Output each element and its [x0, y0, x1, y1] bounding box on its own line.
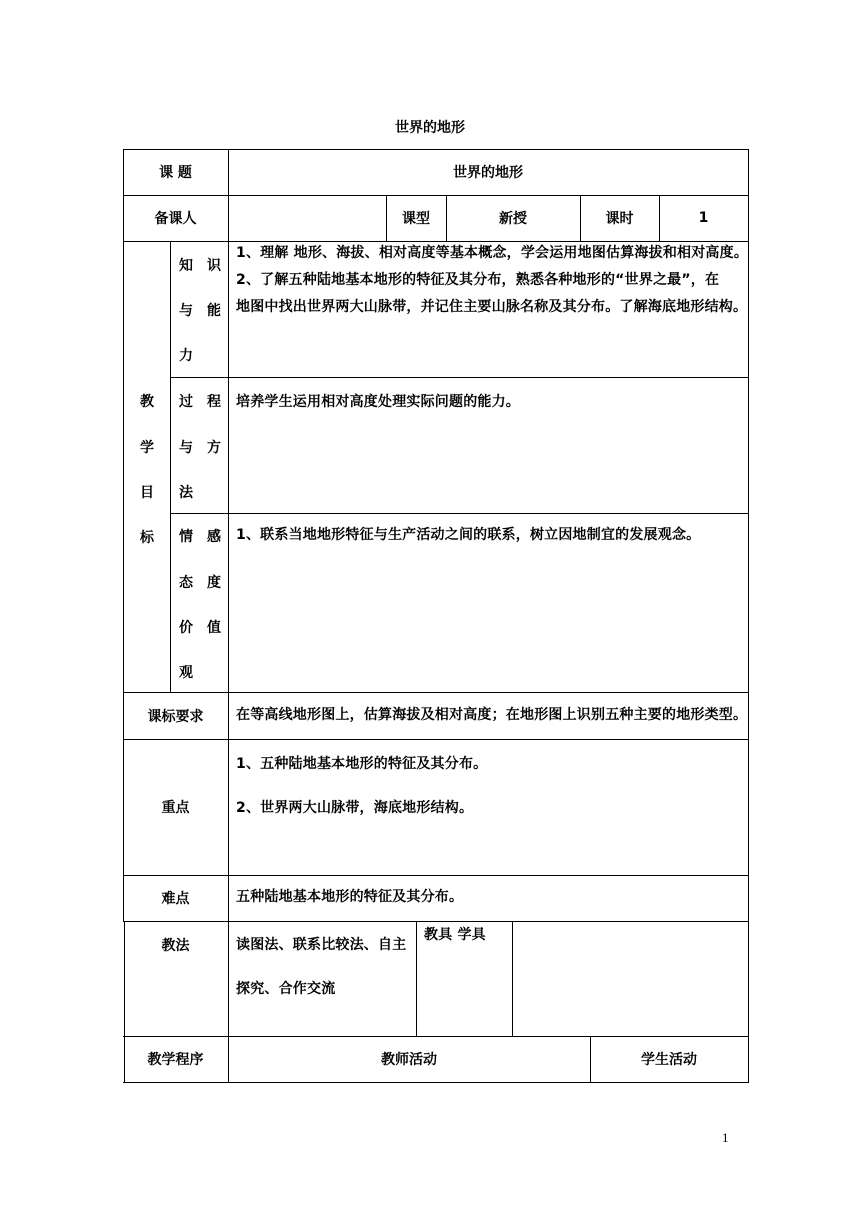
process-label-char: 与 [179, 440, 193, 456]
period-value: 1 [698, 210, 709, 226]
knowledge-line: 2、了解五种陆地基本地形的特征及其分布，熟悉各种地形的“世界之最”，在 [236, 272, 720, 288]
table-border-right [748, 149, 749, 1083]
objectives-label-char: 教 [140, 394, 154, 410]
process-label-char: 方 [207, 440, 221, 456]
process-label-char: 法 [179, 485, 193, 501]
table-rule-vertical [512, 921, 513, 1036]
knowledge-label-char: 与 [179, 303, 193, 319]
key-points-line: 1、五种陆地基本地形的特征及其分布。 [236, 756, 488, 772]
table-rule-vertical [416, 921, 417, 1036]
method-label: 教法 [161, 938, 190, 954]
emotion-label-char: 态 [179, 575, 193, 591]
emotion-label-char: 值 [207, 620, 221, 636]
knowledge-label-char: 识 [207, 258, 221, 274]
difficulty-label: 难点 [161, 891, 190, 907]
table-border-bottom [123, 1082, 749, 1083]
lesson-type-label: 课型 [402, 211, 430, 227]
table-rule-vertical [228, 149, 229, 1083]
document-title: 世界的地形 [395, 120, 465, 136]
preparer-label: 备课人 [154, 211, 197, 227]
standard-label: 课标要求 [147, 708, 204, 725]
emotion-line: 1、联系当地地形特征与生产活动之间的联系，树立因地制宜的发展观念。 [236, 527, 701, 543]
emotion-label-char: 度 [207, 575, 221, 591]
lesson-type-value: 新授 [499, 211, 527, 227]
knowledge-line: 1、理解 地形、海拔、相对高度等基本概念，学会运用地图估算海拔和相对高度。 [236, 245, 749, 261]
knowledge-label-char: 能 [207, 303, 221, 319]
emotion-label-char: 价 [179, 620, 193, 636]
table-rule [170, 513, 749, 514]
table-rule-vertical [170, 241, 171, 692]
key-points-line: 2、世界两大山脉带，海底地形结构。 [236, 800, 474, 816]
emotion-label-char: 情 [179, 529, 193, 545]
standard-value: 在等高线地形图上，估算海拔及相对高度；在地形图上识别五种主要的地形类型。 [236, 707, 748, 723]
table-rule [170, 377, 749, 378]
objectives-label-char: 标 [140, 530, 154, 546]
period-label: 课时 [605, 211, 634, 227]
objectives-label-char: 目 [140, 485, 154, 501]
teacher-activity-header: 教师活动 [381, 1052, 437, 1068]
page-number: 1 [722, 1130, 729, 1145]
method-line: 探究、合作交流 [236, 981, 336, 997]
difficulty-value: 五种陆地基本地形的特征及其分布。 [236, 889, 464, 905]
process-label-char: 过 [179, 394, 193, 410]
procedure-label: 教学程序 [147, 1052, 204, 1068]
knowledge-label-char: 力 [179, 348, 193, 364]
preparer-value [228, 195, 386, 241]
process-label-char: 程 [207, 394, 221, 410]
knowledge-line: 地图中找出世界两大山脉带，并记住主要山脉名称及其分布。了解海底地形结构。 [236, 299, 748, 315]
process-line: 培养学生运用相对高度处理实际问题的能力。 [236, 394, 520, 410]
topic-label: 课 题 [159, 165, 192, 181]
emotion-label-char: 观 [179, 665, 193, 681]
method-line: 读图法、联系比较法、自主 [236, 937, 407, 953]
tools-label: 教具 学具 [424, 927, 486, 943]
key-points-label: 重点 [161, 800, 190, 816]
emotion-label-char: 感 [207, 529, 221, 545]
topic-value: 世界的地形 [453, 165, 523, 181]
student-activity-header: 学生活动 [641, 1052, 697, 1068]
objectives-label-char: 学 [140, 440, 154, 456]
knowledge-label-char: 知 [179, 258, 193, 274]
